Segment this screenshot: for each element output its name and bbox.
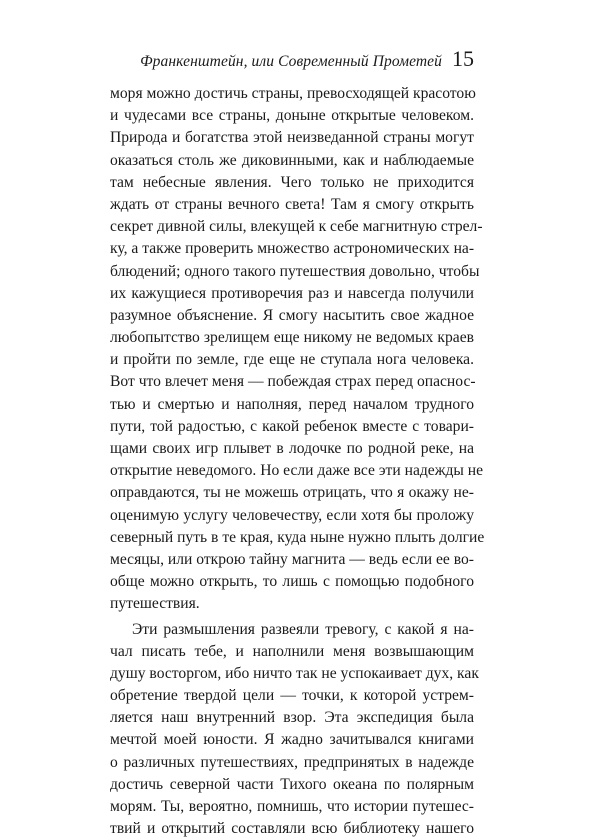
- text-line: мечтой моей юности. Я жадно зачитывался книгами: [110, 729, 474, 751]
- running-header: [110, 48, 474, 71]
- text-line: обретение твердой цели — точки, к которой устрем-: [110, 685, 474, 707]
- text-line: ку, а также проверить множество астрономических на-: [110, 238, 474, 260]
- text-line: ляется наш внутренний взор. Эта экспедиция была: [110, 707, 474, 729]
- running-header-title: Франкенштейн, или Современный Прометей: [140, 53, 442, 71]
- text-line: оценимую услугу человечеству, если хотя бы проложу: [110, 505, 474, 527]
- text-line: любопытство зрелищем еще никому не ведомых краев: [110, 327, 474, 349]
- text-line: там небесные явления. Чего только не приходится: [110, 172, 474, 194]
- text-line: открытие неведомого. Но если даже все эти надежды не: [110, 460, 474, 482]
- text-line: месяцы, или открою тайну магнита — ведь если ее во-: [110, 549, 474, 571]
- text-line: о различных путешествиях, предпринятых в надежде: [110, 752, 474, 774]
- text-line: северный путь в те края, куда ныне нужно плыть долгие: [110, 527, 474, 549]
- paragraph-1: [110, 83, 474, 616]
- text-line: блюдений; одного такого путешествия довольно, чтобы: [110, 261, 474, 283]
- text-line: секрет дивной силы, влекущей к себе магнитную стрел-: [110, 216, 474, 238]
- text-line: достичь северной части Тихого океана по полярным: [110, 774, 474, 796]
- text-line: ждать от страны вечного света! Там я смогу открыть: [110, 194, 474, 216]
- text-line: твий и открытий составляли всю библиотеку нашего: [110, 818, 474, 840]
- body-text: [110, 83, 474, 840]
- text-line: оправдаются, ты не можешь отрицать, что я окажу не-: [110, 482, 474, 504]
- text-line: Эти размышления развеяли тревогу, с какой я на-: [110, 619, 474, 641]
- text-line: Природа и богатства этой неизведанной страны могут: [110, 127, 474, 149]
- text-line: оказаться столь же диковинными, как и наблюдаемые: [110, 150, 474, 172]
- page-number: 15: [452, 48, 474, 70]
- text-line: тью и смертью и наполняя, перед началом трудного: [110, 394, 474, 416]
- text-line: их кажущиеся противоречия раз и навсегда получили: [110, 283, 474, 305]
- text-line: душу восторгом, ибо ничто так не успокаивает дух, как: [110, 663, 474, 685]
- text-line: и чудесами все страны, доныне открытые человеком.: [110, 105, 474, 127]
- text-line: обще можно открыть, то лишь с помощью подобного: [110, 571, 474, 593]
- text-line: Вот что влечет меня — побеждая страх перед опаснос-: [110, 371, 474, 393]
- text-line: путешествия.: [110, 593, 474, 615]
- text-line: разумное объяснение. Я смогу насытить свое жадное: [110, 305, 474, 327]
- text-line: моря можно достичь страны, превосходящей красотою: [110, 83, 474, 105]
- paragraph-2: [110, 619, 474, 840]
- text-line: чал писать тебе, и наполнили меня возвышающим: [110, 641, 474, 663]
- text-line: морям. Ты, вероятно, помнишь, что истории путешес-: [110, 796, 474, 818]
- text-line: щами своих игр плывет в лодочке по родной реке, на: [110, 438, 474, 460]
- text-line: и пройти по земле, где еще не ступала нога человека.: [110, 349, 474, 371]
- text-line: пути, той радостью, с какой ребенок вместе с товари-: [110, 416, 474, 438]
